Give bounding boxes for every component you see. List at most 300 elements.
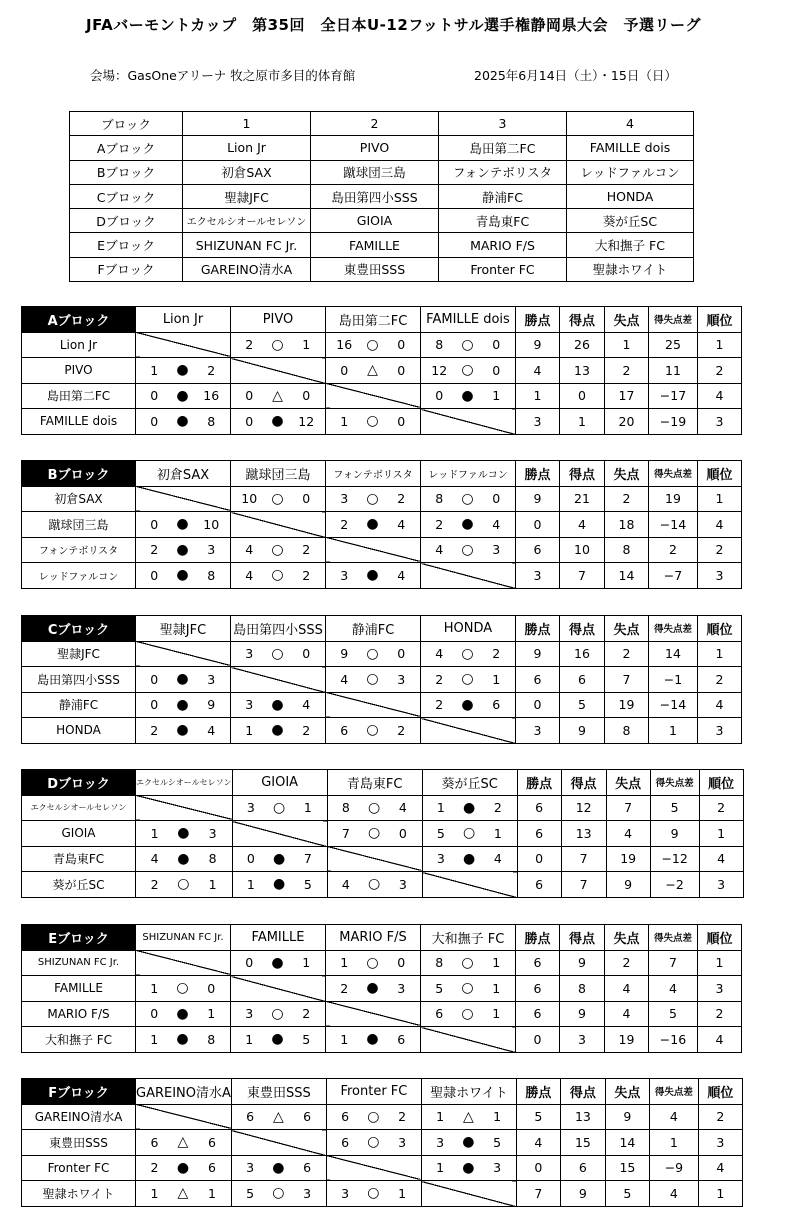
- score-against: 10: [193, 512, 231, 538]
- overview-team-cell: フォンテボリスタ: [439, 160, 567, 184]
- rank-value: 3: [698, 976, 742, 1002]
- result-symbol: ●: [458, 1155, 478, 1181]
- score-against: 4: [288, 692, 326, 718]
- score-for: 1: [231, 718, 268, 744]
- score-against: 1: [288, 332, 326, 358]
- score-for: 3: [231, 1001, 268, 1027]
- block-team-header: 葵が丘SC: [422, 770, 517, 796]
- diagonal-cell: [422, 872, 517, 898]
- result-symbol: ●: [173, 667, 193, 693]
- score-against: 3: [478, 537, 516, 563]
- result-symbol: ○: [364, 821, 384, 847]
- block-name: Dブロック: [22, 770, 136, 796]
- goal-diff-value: 7: [649, 950, 698, 976]
- result-symbol: ●: [268, 718, 288, 744]
- goals-for-value: 7: [560, 563, 605, 589]
- stat-header: 得失点差: [649, 616, 698, 642]
- overview-team-cell: MARIO F/S: [439, 233, 567, 257]
- result-symbol: ●: [173, 537, 193, 563]
- block-team-header: 聖隷JFC: [136, 616, 231, 642]
- goal-diff-value: −12: [650, 846, 699, 872]
- score-for: 2: [136, 537, 173, 563]
- score-against: 2: [383, 486, 421, 512]
- score-against: 3: [478, 1155, 516, 1181]
- score-for: 0: [136, 667, 173, 693]
- score-for: 9: [326, 641, 363, 667]
- result-symbol: ○: [363, 1104, 383, 1130]
- score-for: 0: [136, 409, 173, 435]
- result-symbol: ○: [458, 1001, 478, 1027]
- stat-header: 勝点: [516, 461, 560, 487]
- stat-header: 勝点: [517, 770, 561, 796]
- row-team-name: 島田第四小SSS: [22, 667, 136, 693]
- result-symbol: △: [363, 358, 383, 384]
- score-against: 6: [478, 692, 516, 718]
- goals-against-value: 20: [605, 409, 649, 435]
- diagonal-cell: [231, 1130, 326, 1156]
- result-symbol: ●: [269, 872, 289, 898]
- goals-against-value: 8: [605, 537, 649, 563]
- result-symbol: ○: [268, 537, 288, 563]
- overview-row: [70, 136, 694, 160]
- result-symbol: △: [268, 1104, 288, 1130]
- goal-diff-value: −16: [649, 1027, 698, 1053]
- result-symbol: ○: [268, 563, 288, 589]
- points-value: 6: [516, 976, 560, 1002]
- rank-value: 3: [698, 409, 742, 435]
- rank-value: 3: [699, 872, 743, 898]
- points-value: 6: [517, 872, 561, 898]
- table-row: [22, 1155, 743, 1181]
- table-row: [22, 950, 742, 976]
- block-name: Aブロック: [22, 307, 136, 333]
- score-for: 2: [136, 872, 174, 898]
- points-value: 6: [517, 821, 561, 847]
- score-for: 1: [136, 1027, 173, 1053]
- table-row: [22, 667, 742, 693]
- score-against: 6: [383, 1027, 421, 1053]
- score-against: 6: [193, 1130, 231, 1156]
- score-for: 6: [326, 1130, 363, 1156]
- result-symbol: △: [173, 1130, 193, 1156]
- rank-value: 1: [698, 1181, 742, 1207]
- rank-value: 3: [698, 1130, 742, 1156]
- rank-value: 4: [698, 1155, 742, 1181]
- block-team-header: フォンテボリスタ: [326, 461, 421, 487]
- score-for: 0: [136, 563, 173, 589]
- goals-for-value: 13: [561, 821, 606, 847]
- points-value: 6: [516, 667, 560, 693]
- diagonal-cell: [421, 409, 516, 435]
- result-symbol: ○: [363, 1130, 383, 1156]
- stat-header: 失点: [606, 770, 650, 796]
- score-against: 3: [193, 821, 232, 847]
- score-for: 7: [327, 821, 364, 847]
- stat-header: 順位: [699, 770, 743, 796]
- result-symbol: ●: [458, 383, 478, 409]
- goals-for-value: 1: [560, 409, 605, 435]
- block-team-header: GAREINO清水A: [136, 1079, 232, 1105]
- block-team-header: HONDA: [421, 616, 516, 642]
- score-against: 4: [479, 846, 517, 872]
- table-row: [22, 383, 742, 409]
- points-value: 9: [516, 486, 560, 512]
- points-value: 0: [517, 846, 561, 872]
- score-for: 0: [136, 692, 173, 718]
- stat-header: 失点: [605, 616, 649, 642]
- block-team-header: 東豊田SSS: [231, 1079, 326, 1105]
- result-symbol: ●: [173, 409, 193, 435]
- block-team-header: 島田第二FC: [326, 307, 421, 333]
- table-row: [22, 563, 742, 589]
- row-team-name: HONDA: [22, 718, 136, 744]
- row-team-name: 大和撫子 FC: [22, 1027, 136, 1053]
- result-symbol: ●: [268, 950, 288, 976]
- result-symbol: ○: [459, 821, 479, 847]
- score-against: 0: [193, 976, 231, 1002]
- result-symbol: ○: [458, 976, 478, 1002]
- row-team-name: 初倉SAX: [22, 486, 136, 512]
- result-symbol: ●: [459, 846, 479, 872]
- goals-for-value: 7: [561, 872, 606, 898]
- score-against: 2: [288, 537, 326, 563]
- result-symbol: ●: [268, 1027, 288, 1053]
- stat-header: 得点: [560, 307, 605, 333]
- score-against: 4: [478, 512, 516, 538]
- result-symbol: ●: [458, 512, 478, 538]
- score-against: 8: [193, 563, 231, 589]
- points-value: 6: [517, 795, 561, 821]
- goals-against-value: 9: [605, 1104, 649, 1130]
- overview-team-cell: FAMILLE: [311, 233, 439, 257]
- score-against: 2: [193, 358, 231, 384]
- score-for: 6: [326, 1104, 363, 1130]
- goal-diff-value: 19: [649, 486, 698, 512]
- score-for: 16: [326, 332, 363, 358]
- goals-for-value: 7: [561, 846, 606, 872]
- stat-header: 得点: [560, 1079, 605, 1105]
- stat-header: 得点: [561, 770, 606, 796]
- result-symbol: ●: [173, 512, 193, 538]
- stat-header: 得失点差: [649, 1079, 698, 1105]
- table-row: [22, 1001, 742, 1027]
- table-row: [22, 1027, 742, 1053]
- block-table-c: [21, 615, 742, 744]
- score-for: 1: [136, 1181, 173, 1207]
- goal-diff-value: 4: [649, 976, 698, 1002]
- goals-for-value: 21: [560, 486, 605, 512]
- diagonal-cell: [136, 1104, 232, 1130]
- table-row: [22, 718, 742, 744]
- score-against: 2: [479, 795, 517, 821]
- block-table-d: [21, 769, 744, 898]
- goals-against-value: 4: [605, 976, 649, 1002]
- overview-team-cell: 静浦FC: [439, 184, 567, 208]
- result-symbol: ○: [458, 641, 478, 667]
- rank-value: 1: [698, 332, 742, 358]
- score-against: 5: [289, 872, 327, 898]
- result-symbol: ○: [458, 358, 478, 384]
- result-symbol: ●: [363, 512, 383, 538]
- result-symbol: ●: [268, 409, 288, 435]
- points-value: 0: [516, 1027, 560, 1053]
- block-team-header: 聖隷ホワイト: [421, 1079, 516, 1105]
- row-team-name: 静浦FC: [22, 692, 136, 718]
- result-symbol: ○: [268, 1181, 288, 1207]
- score-for: 0: [231, 950, 268, 976]
- result-symbol: ●: [268, 1155, 288, 1181]
- overview-block-label: Dブロック: [70, 209, 183, 233]
- table-row: [22, 846, 744, 872]
- stat-header: 得点: [560, 925, 605, 951]
- goals-against-value: 2: [605, 641, 649, 667]
- goals-against-value: 17: [605, 383, 649, 409]
- overview-block-label: Eブロック: [70, 233, 183, 257]
- overview-block-label: Fブロック: [70, 257, 183, 281]
- goal-diff-value: 25: [649, 332, 698, 358]
- block-name: Fブロック: [22, 1079, 136, 1105]
- diagonal-cell: [231, 667, 326, 693]
- diagonal-cell: [232, 821, 327, 847]
- goals-against-value: 2: [605, 486, 649, 512]
- score-against: 4: [384, 795, 422, 821]
- table-row: [22, 692, 742, 718]
- goals-against-value: 1: [605, 332, 649, 358]
- row-team-name: SHIZUNAN FC Jr.: [22, 950, 136, 976]
- result-symbol: ●: [173, 563, 193, 589]
- score-for: 5: [231, 1181, 268, 1207]
- goals-against-value: 2: [605, 950, 649, 976]
- rank-value: 1: [699, 821, 743, 847]
- diagonal-cell: [421, 718, 516, 744]
- result-symbol: ●: [173, 1001, 193, 1027]
- row-team-name: FAMILLE dois: [22, 409, 136, 435]
- goal-diff-value: −17: [649, 383, 698, 409]
- score-for: 2: [231, 332, 268, 358]
- score-against: 7: [289, 846, 327, 872]
- result-symbol: ○: [363, 486, 383, 512]
- score-for: 3: [231, 641, 268, 667]
- score-against: 0: [478, 332, 516, 358]
- block-team-header: 青島東FC: [327, 770, 422, 796]
- score-against: 4: [383, 563, 421, 589]
- table-row: [22, 332, 742, 358]
- score-against: 1: [193, 1181, 231, 1207]
- rank-value: 2: [698, 667, 742, 693]
- row-team-name: Lion Jr: [22, 332, 136, 358]
- score-against: 6: [288, 1104, 326, 1130]
- diagonal-cell: [326, 383, 421, 409]
- result-symbol: ○: [268, 486, 288, 512]
- goals-against-value: 4: [606, 821, 650, 847]
- score-for: 3: [231, 692, 268, 718]
- score-for: 4: [326, 667, 363, 693]
- block-team-header: Lion Jr: [136, 307, 231, 333]
- row-team-name: GAREINO清水A: [22, 1104, 136, 1130]
- overview-team-cell: 青島東FC: [439, 209, 567, 233]
- score-against: 2: [383, 718, 421, 744]
- result-symbol: ○: [173, 976, 193, 1002]
- result-symbol: ●: [173, 383, 193, 409]
- overview-header-row: [70, 112, 694, 136]
- result-symbol: ●: [173, 692, 193, 718]
- score-for: 1: [136, 358, 173, 384]
- block-table-b: [21, 460, 742, 589]
- overview-team-cell: 蹴球団三島: [311, 160, 439, 184]
- score-against: 0: [478, 486, 516, 512]
- score-against: 0: [288, 641, 326, 667]
- score-against: 1: [478, 950, 516, 976]
- block-team-header: エクセルシオールセレソン: [136, 770, 233, 796]
- goals-for-value: 12: [561, 795, 606, 821]
- rank-value: 4: [698, 1027, 742, 1053]
- result-symbol: ○: [268, 332, 288, 358]
- goal-diff-value: 1: [649, 1130, 698, 1156]
- goals-against-value: 7: [605, 667, 649, 693]
- result-symbol: ○: [363, 332, 383, 358]
- score-against: 2: [478, 641, 516, 667]
- block-header-row: [22, 770, 744, 796]
- score-for: 6: [326, 718, 363, 744]
- score-against: 3: [288, 1181, 326, 1207]
- score-against: 8: [193, 846, 232, 872]
- score-for: 1: [232, 872, 269, 898]
- diagonal-cell: [326, 692, 421, 718]
- table-row: [22, 1130, 743, 1156]
- goal-diff-value: −7: [649, 563, 698, 589]
- block-team-header: FAMILLE dois: [421, 307, 516, 333]
- score-against: 0: [383, 332, 421, 358]
- table-row: [22, 976, 742, 1002]
- score-against: 1: [479, 821, 517, 847]
- result-symbol: ●: [458, 1130, 478, 1156]
- score-for: 2: [421, 667, 458, 693]
- goals-for-value: 9: [560, 1001, 605, 1027]
- goal-diff-value: −2: [650, 872, 699, 898]
- rank-value: 2: [698, 358, 742, 384]
- stat-header: 失点: [605, 307, 649, 333]
- block-team-header: SHIZUNAN FC Jr.: [136, 925, 231, 951]
- score-for: 2: [136, 718, 173, 744]
- score-against: 8: [193, 409, 231, 435]
- result-symbol: ●: [173, 1155, 193, 1181]
- result-symbol: ○: [173, 872, 193, 898]
- rank-value: 4: [699, 846, 743, 872]
- stat-header: 得点: [560, 616, 605, 642]
- score-for: 3: [231, 1155, 268, 1181]
- score-for: 0: [136, 383, 173, 409]
- score-against: 0: [383, 950, 421, 976]
- result-symbol: ●: [173, 718, 193, 744]
- block-team-header: レッドファルコン: [421, 461, 516, 487]
- result-symbol: ○: [268, 1001, 288, 1027]
- result-symbol: ○: [458, 332, 478, 358]
- block-team-header: 静浦FC: [326, 616, 421, 642]
- block-overview-table: [69, 111, 694, 282]
- goals-for-value: 15: [560, 1130, 605, 1156]
- row-team-name: フォンテボリスタ: [22, 537, 136, 563]
- overview-block-label: Bブロック: [70, 160, 183, 184]
- result-symbol: ●: [269, 846, 289, 872]
- overview-row: [70, 184, 694, 208]
- block-team-header: GIOIA: [232, 770, 327, 796]
- stat-header: 得点: [560, 461, 605, 487]
- score-against: 16: [193, 383, 231, 409]
- overview-team-cell: 聖隷ホワイト: [567, 257, 694, 281]
- row-team-name: 葵が丘SC: [22, 872, 136, 898]
- result-symbol: ○: [268, 641, 288, 667]
- score-against: 6: [288, 1155, 326, 1181]
- score-for: 3: [232, 795, 269, 821]
- score-for: 0: [232, 846, 269, 872]
- rank-value: 4: [698, 512, 742, 538]
- result-symbol: ○: [363, 641, 383, 667]
- stat-header: 得失点差: [649, 925, 698, 951]
- goals-against-value: 19: [605, 692, 649, 718]
- score-for: 0: [231, 383, 268, 409]
- goal-diff-value: 2: [649, 537, 698, 563]
- score-for: 4: [231, 537, 268, 563]
- score-for: 6: [136, 1130, 173, 1156]
- goals-against-value: 14: [605, 563, 649, 589]
- score-for: 1: [422, 795, 459, 821]
- table-row: [22, 795, 744, 821]
- stat-header: 失点: [605, 925, 649, 951]
- block-name: Bブロック: [22, 461, 136, 487]
- score-against: 5: [478, 1130, 516, 1156]
- goals-for-value: 6: [560, 667, 605, 693]
- diagonal-cell: [421, 563, 516, 589]
- score-for: 1: [326, 1027, 363, 1053]
- score-for: 2: [326, 976, 363, 1002]
- overview-team-cell: GAREINO清水A: [183, 257, 311, 281]
- overview-team-cell: PIVO: [311, 136, 439, 160]
- overview-team-cell: 島田第二FC: [439, 136, 567, 160]
- score-for: 2: [326, 512, 363, 538]
- result-symbol: △: [173, 1181, 193, 1207]
- points-value: 3: [516, 718, 560, 744]
- table-row: [22, 821, 744, 847]
- row-team-name: 東豊田SSS: [22, 1130, 136, 1156]
- block-team-header: MARIO F/S: [326, 925, 421, 951]
- score-for: 12: [421, 358, 458, 384]
- goal-diff-value: 9: [650, 821, 699, 847]
- stat-header: 順位: [698, 307, 742, 333]
- result-symbol: △: [458, 1104, 478, 1130]
- row-team-name: 聖隷ホワイト: [22, 1181, 136, 1207]
- goals-against-value: 14: [605, 1130, 649, 1156]
- table-row: [22, 358, 742, 384]
- table-row: [22, 537, 742, 563]
- overview-header-cell: 3: [439, 112, 567, 136]
- score-for: 1: [421, 1155, 458, 1181]
- score-against: 1: [289, 795, 327, 821]
- score-against: 5: [288, 1027, 326, 1053]
- result-symbol: ○: [363, 409, 383, 435]
- row-team-name: 蹴球団三島: [22, 512, 136, 538]
- score-for: 1: [136, 976, 173, 1002]
- score-for: 3: [422, 846, 459, 872]
- goals-against-value: 15: [605, 1155, 649, 1181]
- overview-header-cell: 1: [183, 112, 311, 136]
- overview-team-cell: 大和撫子 FC: [567, 233, 694, 257]
- score-against: 0: [288, 383, 326, 409]
- stat-header: 失点: [605, 461, 649, 487]
- result-symbol: △: [268, 383, 288, 409]
- score-for: 4: [231, 563, 268, 589]
- row-team-name: 聖隷JFC: [22, 641, 136, 667]
- row-team-name: レッドファルコン: [22, 563, 136, 589]
